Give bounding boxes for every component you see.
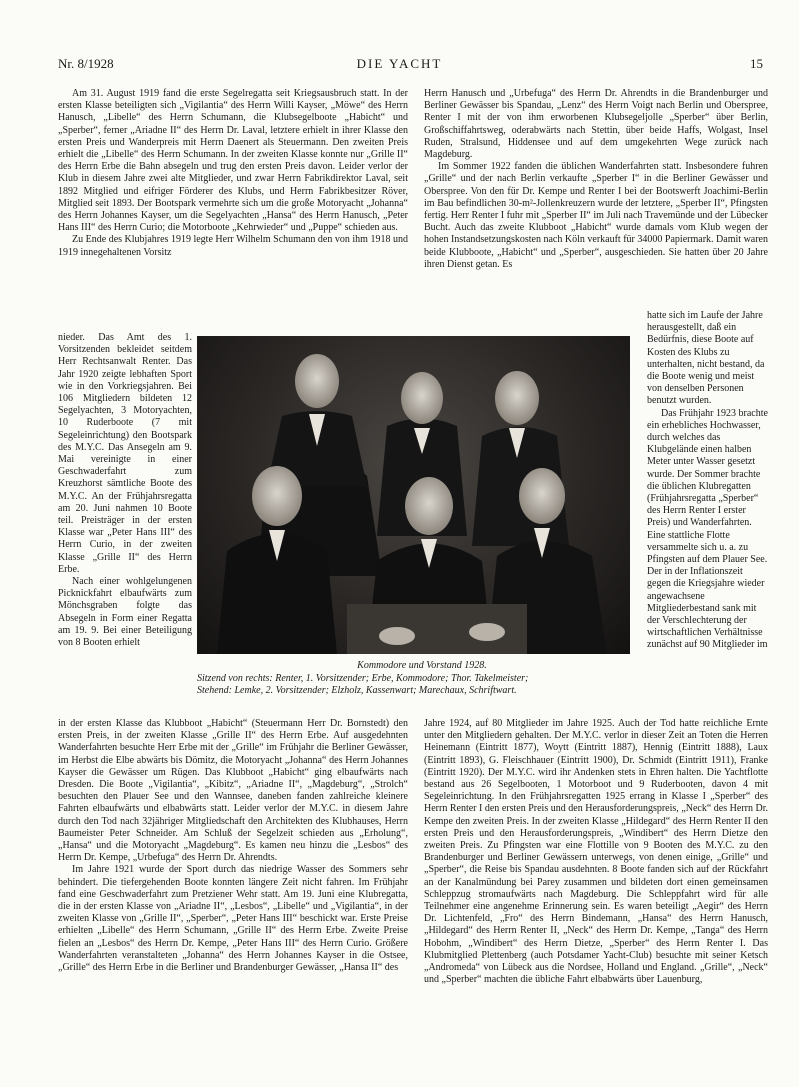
caption-line-seated: Sitzend von rechts: Renter, 1. Vorsitzender; Erbe, Kommodore; Thor. Takelmeister; <box>197 673 529 684</box>
caption-title: Kommodore und Vorstand 1928. <box>357 660 487 671</box>
paragraph: Im Jahre 1921 wurde der Sport durch das niedrige Wasser des Sommers sehr behindert. Die tiefergehenden Boote konnten längere Zeit nicht fahren. Im Frühjahr fand eine Geschwaderfahrt zum Pretziener Wehr statt. Am 19. Juni eine Klubregatta, die in der ersten Klasse von „Ariadne II“, „Lesbos“, „Libelle“ und „Vigilantia“, in der zweiten Klasse von „Grille II“, „Sperber“, „Peter Hans III“ beschickt war. Erste Preise erhielten „Libelle“ des Herrn Schumann, „Grille II“ des Herrn Erbe. Zweite Preise fielen an „Lesbos“ des Herrn Dr. Kempe, „Peter Hans III“ des Herrn Curio. Größere Wanderfahrten veranstalteten „Johanna“ des Herrn Johannes Kayser in die Ostsee, „Grille“ des Herrn Erbe in die Berliner und Brandenburger Gewässer, „Hansa II“ des <box>58 864 408 974</box>
article-column-top-left <box>58 88 408 330</box>
paragraph: Nach einer wohlgelungenen Picknickfahrt elbaufwärts zum Mönchsgraben folgte das Absegeln in Form einer Regatta am 19. 9. Bei einer Beteiligung von 8 Booten erhielt <box>58 576 192 649</box>
article-column-right-narrow <box>647 310 768 718</box>
article-column-bottom-right <box>424 718 768 1060</box>
article-column-left-narrow <box>58 332 192 718</box>
paragraph: nieder. Das Amt des 1. Vorsitzenden bekleidet seitdem Herr Rechtsanwalt Renter. Das Jahr 1920 zeigte lebhaften Sport wie in den Vorkriegsjahren. Bei 106 Mitgliedern bildeten 12 Segelyachten, 3 Motoryachten, 10 Ruderboote (7 mit Segeleinrichtung) den Bootspark des M.Y.C. Das Ansegeln am 9. Mai vereinigte in einer Geschwaderfahrt zum Kreuzhorst sämtliche Boote des M.Y.C. An der Frühjahrsregatta am 20. Juni nahmen 10 Boote teil. Preisträger in der ersten Klasse war „Peter Hans III“ des Herrn Curio, in der zweiten Klasse „Grille II“ des Herrn Erbe. <box>58 332 192 575</box>
seated-men <box>217 466 607 654</box>
paragraph: in der ersten Klasse das Klubboot „Habicht“ (Steuermann Herr Dr. Bornstedt) den ersten Preis, in der zweiten Klasse „Grille II“ des Herrn Erbe. Auf ausgedehnten Wanderfahrten besuchte Herr Erbe mit der „Grille“ im Frühjahr die Berliner Gewässer, im Herbst die Elbe abwärts bis Dömitz, die Motoryacht „Johanna“ des Herrn Johannes Kayser die Gewässer um Rügen. Das Klubboot „Habicht“ ging elbaufwärts nach Dresden. Die Boote „Vigilantia“, „Kibitz“, „Ariadne II“, „Magdeburg“, „Strolch“ besuchten den Plauer See und den Wannsee, daneben fanden zahlreiche kleinere Fahrten elbaufwärts und elbabwärts statt. Leider verlor der M.Y.C. in diesem Jahre durch den Tod nach 32jähriger Mitgliedschaft den Architekten des Klubhauses, Herrn Baumeister Peter Schneider. Am Schluß der Segelzeit schieden aus „Erholung“, „Hansa“ und die Motoryacht „Magdeburg“. Es kamen neu hinzu die „Lesbos“ des Herrn Dr. Kempe, „Urbefuga“ des Herrn Dr. Ahrendts. <box>58 718 408 864</box>
magazine-title: DIE YACHT <box>356 56 443 71</box>
paragraph: hatte sich im Laufe der Jahre herausgestellt, daß ein Bedürfnis, diese Boote auf Kosten des Klubs zu unterhalten, nicht bestand, da die Boote wenig und meist von denselben Personen benutzt wurden. <box>647 310 765 407</box>
photo-caption <box>197 660 647 697</box>
paragraph: Das Frühjahr 1923 brachte ein erhebliches Hochwasser, durch welches das Klubgelände einen halben Meter unter Wasser gesetzt wurde. Der Sommer brachte die üblichen Klubregatten (Frühjahrsregatta „Sperber“ des Herrn Renter I erster Preis) und Wanderfahrten. Eine stattliche Flotte versammelte sich u. a. zu Pfingsten auf dem Plauer See. Der in der Inflationszeit gegen die Kriegsjahre wieder angewachsene Mitgliederbestand sank mit der Verschlechterung der wirtschaftlichen Verhältnisse zunächst auf 90 Mitglieder im <box>647 407 768 651</box>
caption-line-standing: Stehend: Lemke, 2. Vorsitzender; Elzholz, Kassenwart; Marechaux, Schriftwart. <box>197 685 517 696</box>
group-photo-illustration <box>197 336 630 654</box>
paragraph: Am 31. August 1919 fand die erste Segelregatta seit Kriegsausbruch statt. In der ersten Klasse beteiligten sich „Vigilantia“ des Herrn Willi Kayser, „Möwe“ des Herrn Hanusch, „Libelle“ des Herrn Schumann, die Klubsegelboote „Habicht“ und „Sperber“, ferner „Ariadne II“ des Herrn Dr. Laval, letztere erhielt in ihrer Klasse den ersten Preis und Wanderpreis mit Herrn Daenert als Steuermann. Den zweiten Preis erhielt die „Libelle“ des Herrn Schumann. In der zweiten Klasse konnte nur „Grille II“ des Herrn Erbe die Bahn absegeln und trug den ersten Preis davon. Leider verlor der Klub in diesem Jahre zwei alte Mitglieder, und zwar Herrn Fabrikdirektor Laval, seit 1892 Mitglied und eifriger Förderer des Klubs, und Herrn Fabrikbesitzer Röver, Mitglied seit 1893. Der Bootspark vermehrte sich um die große Motoryacht „Johanna“ des Herrn Johannes Kayser, um die Segelyachten „Hansa“ des Herrn Hanusch, „Peter Hans III“ des Herrn Curio; die Motorboote „Kehrwieder“ und „Puppe“ schieden aus. <box>58 88 408 234</box>
article-column-bottom-left <box>58 718 408 1060</box>
paragraph: Im Sommer 1922 fanden die üblichen Wanderfahrten statt. Insbesondere fuhren „Grille“ und der nach Berlin verkaufte „Sperber I“ in die Berliner Gewässer und Oberspree. Von den für Dr. Kempe und Renter I bei der Bootswerft Joachimi-Berlin im Bau befindlichen 30-m²-Jollenkreuzern wurde der letztere, „Sperber II“, Pfingsten fertig. Herr Renter I fuhr mit „Sperber II“ im Juli nach Travemünde und der Lübecker Bucht. Auch das zweite Klubboot „Habicht“ wurde damals vom Klub wegen der hohen Instandsetzungskosten nach Köln verkauft für 34000 Papiermark. Damit waren beide Klubboote, „Habicht“ und „Sperber“, ausgeschieden. Sie hatten über 20 Jahre ihren Dienst getan. Es <box>424 161 768 270</box>
paragraph: Jahre 1924, auf 80 Mitglieder im Jahre 1925. Auch der Tod hatte reichliche Ernte unter den Mitgliedern gehalten. Der M.Y.C. verlor in dieser Zeit an Toten die Herren Heinemann (Eintritt 1877), Woytt (Eintritt 1887), Hennig (Eintritt 1888), Laux (Eintritt 1893), G. Fleischhauer (Eintritt 1900), Dr. Schmidt (Eintritt 1911), Franke (Eintritt 1920). Der M.Y.C. wird ihr Andenken stets in Ehren halten. Die Yachtflotte bestand aus 26 Segelbooten, 1 Motorboot und 9 Ruderbooten, davon 4 mit Segeleinrichtung. In den Frühjahrsregatten 1925 errang in Klasse I „Sperber“ des Herrn Renter I den ersten Preis und den Herausforderungspreis, „Neck“ des Herrn Dr. Kempe den zweiten Preis. In der zweiten Klasse „Hildegard“ des Herrn Renter II den ersten Preis und den Herausforderungspreis, „Windibert“ des Herrn Dietze den zweiten Preis. Zu Pfingsten war eine Flottille von 9 Booten des M.Y.C. zu den Brandenburger und Berliner Gewässern unterwegs, von denen einige, „Grille“ und „Sperber“, die Reise bis Spandau ausdehnten. 8 Boote fanden sich auf der Rückfahrt an der Kanalmündung bei Parey zusammen und bildeten dort einen gemeinsamen Schleppzug stromaufwärts nach Magdeburg. Die Schleppfahrt wird für alle Teilnehmer eine angenehme Erinnerung sein. Es waren beteiligt „Aegir“ des Herrn Dr. Lichtenfeld, „Fro“ des Herrn Bindemann, „Hansa“ des Herrn Hanusch, „Hildegard“ des Herrn Renter II, „Neck“ des Herrn Dr. Kempe, „Tanga“ des Herrn Hobohm, „Windibert“ des Herrn Dietze, „Sperber“ des Herrn Renter I. Das Klubmitglied Plettenberg (auch Potsdamer Yacht-Club) besuchte mit seiner Ketsch „Andromeda“ von Lübeck aus die Nordsee, Holland und England. „Grille“, „Neck“ und „Sperber“ machten die übliche Fahrt elbabwärts über Lauenburg, <box>424 718 768 986</box>
issue-number: Nr. 8/1928 <box>58 56 114 71</box>
paragraph: Zu Ende des Klubjahres 1919 legte Herr Wilhelm Schumann den von ihm 1918 und 1919 innegehaltenen Vorsitz <box>58 234 408 258</box>
page-number: 15 <box>750 56 763 71</box>
paragraph: Herrn Hanusch und „Urbefuga“ des Herrn Dr. Ahrendts in die Brandenburger und Berliner Gewässer bis Spandau, „Lenz“ des Herrn Voigt nach Berlin und Oberspree, Renter I mit der von ihm erworbenen Klubsegeljolle „Sperber“ über Berlin, Großschiffahrtsweg, oderabwärts nach Stettin, über beide Haffs, Wolgast, Insel Ruden, Stralsund, Hiddensee und auf dem umgekehrten Wege zurück nach Magdeburg. <box>424 88 768 161</box>
group-photo <box>197 336 630 654</box>
article-column-top-right <box>424 88 768 318</box>
